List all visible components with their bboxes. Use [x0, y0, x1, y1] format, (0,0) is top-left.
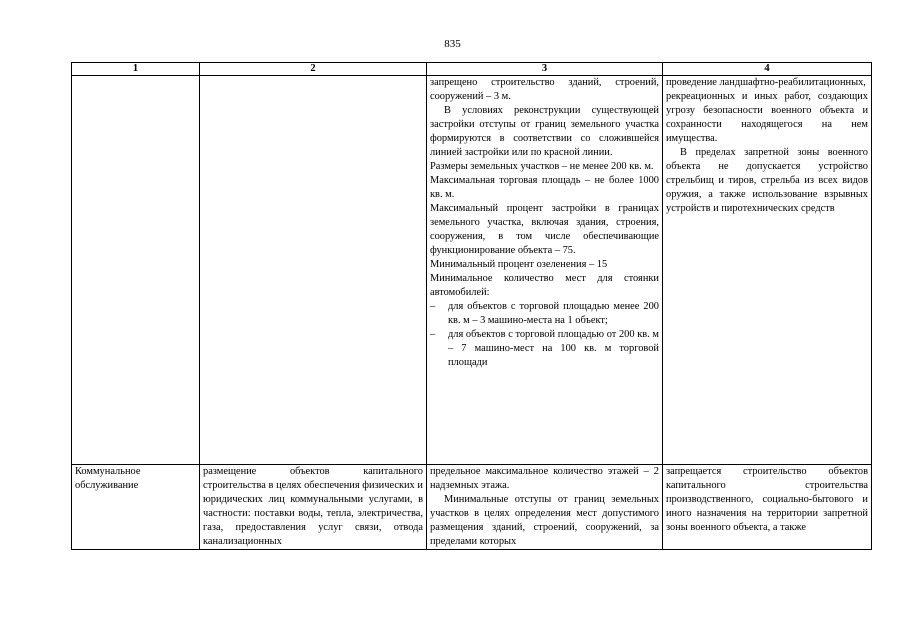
paragraph: предельное максимальное количество этажей – 2 надземных этажа. [430, 466, 659, 491]
cell-row1-col3 [427, 76, 663, 465]
dash-bullet: – [430, 301, 436, 312]
category-name: Коммунальное обслуживание [75, 466, 141, 491]
list-item [430, 328, 659, 370]
paragraph: В условиях реконструкции существующей застройки отступы от границ земельного участка формируются в соответствии со сложившейся линией застройки или по красной линии. [430, 105, 659, 158]
cell-row1-col4 [663, 76, 872, 465]
paragraph: Минимальные отступы от границ земельных участков в целях определения мест допустимого размещения зданий, строений, сооружений, за пределами которых [430, 494, 659, 547]
paragraph: Минимальный процент озеленения – 15 [430, 259, 608, 270]
list-item-text: для объектов с торговой площадью от 200 кв. м – 7 машино-мест на 100 кв. м торговой площади [448, 329, 659, 368]
list-item [430, 300, 659, 328]
paragraph: запрещено строительство зданий, строений, сооружений – 3 м. [430, 77, 659, 102]
cell-row2-col1 [72, 465, 200, 550]
cell-row2-col2 [200, 465, 427, 550]
table-row [72, 465, 872, 550]
column-header-1: 1 [72, 63, 200, 76]
paragraph: Размеры земельных участков – не менее 200 кв. м. [430, 161, 654, 172]
cell-row1-col2 [200, 76, 427, 465]
cell-row1-col1 [72, 76, 200, 465]
column-header-4: 4 [663, 63, 872, 76]
regulations-table [71, 62, 872, 550]
page-number: 835 [444, 38, 461, 50]
paragraph: В пределах запретной зоны военного объекта не допускается устройство стрельбищ и тиров, стрельба из всех видов оружия, а также использование взрывных устройств и пиротехнических средств [666, 147, 868, 214]
table-row [72, 76, 872, 465]
paragraph: проведение ландшафтно-реабилитационных, [666, 77, 866, 88]
column-header-2: 2 [200, 63, 427, 76]
table-header-row [72, 63, 872, 76]
category-description: размещение объектов капитального строительства в целях обеспечения физических и юридических лиц коммунальными услугами, в частности: поставки воды, тепла, электричества, газа, предоставления услуг связи, отвода канализационных [203, 466, 423, 547]
paragraph: Максимальная торговая площадь – не более 1000 кв. м. [430, 175, 659, 200]
cell-row2-col3 [427, 465, 663, 550]
list-item-text: для объектов с торговой площадью менее 200 кв. м – 3 машино-места на 1 объект; [448, 301, 659, 326]
column-header-3: 3 [427, 63, 663, 76]
restriction-text: запрещается строительство объектов капитального строительства производственного, социально-бытового и иного назначения на территории запретной зоны военного объекта, а также [666, 466, 868, 533]
paragraph: Минимальное количество мест для стоянки автомобилей: [430, 273, 659, 298]
dash-bullet: – [430, 329, 436, 340]
cell-row2-col4 [663, 465, 872, 550]
paragraph: Максимальный процент застройки в границах земельного участка, включая здания, строения, сооружения, в том числе обеспечивающие функционирование объекта – 75. [430, 203, 659, 256]
paragraph: рекреационных и иных работ, создающих угрозу безопасности военного объекта и сохранности находящегося на нем имущества. [666, 91, 868, 144]
